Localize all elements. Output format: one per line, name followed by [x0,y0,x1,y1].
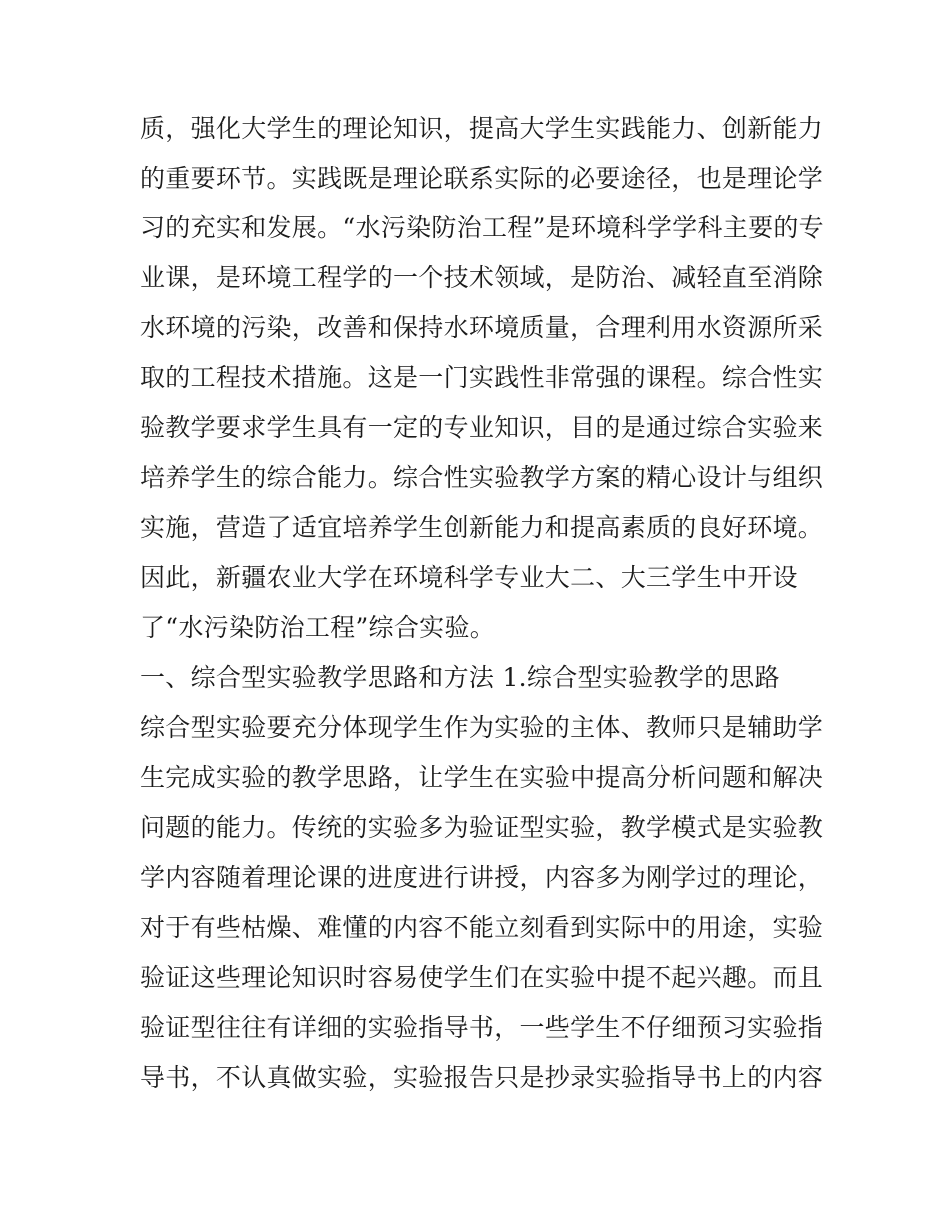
text-line-7: 验教学要求学生具有一定的专业知识，目的是通过综合实验来 [140,413,824,442]
text-line-1: 质，强化大学生的理论知识，提高大学生实践能力、创新能力 [140,114,824,143]
text-line-9: 实施，营造了适宜培养学生创新能力和提高素质的良好环境。 [140,513,824,542]
text-line-4: 业课，是环境工程学的一个技术领域，是防治、减轻直至消除 [140,263,824,292]
text-line-5: 水环境的污染，改善和保持水环境质量，合理利用水资源所采 [140,313,824,342]
text-line-8: 培养学生的综合能力。综合性实验教学方案的精心设计与组织 [140,463,824,492]
text-line-2: 的重要环节。实践既是理论联系实际的必要途径，也是理论学 [140,164,824,193]
text-line-20: 导书，不认真做实验，实验报告只是抄录实验指导书上的内容 [140,1063,824,1092]
text-line-17: 对于有些枯燥、难懂的内容不能立刻看到实际中的用途，实验 [140,913,824,942]
text-line-13: 综合型实验要充分体现学生作为实验的主体、教师只是辅助学 [140,713,824,742]
text-line-10: 因此，新疆农业大学在环境科学专业大二、大三学生中开设 [140,563,798,592]
text-line-11: 了“水污染防治工程”综合实验。 [140,613,496,642]
text-line-6: 取的工程技术措施。这是一门实践性非常强的课程。综合性实 [140,363,824,392]
text-line-19: 验证型往往有详细的实验指导书，一些学生不仔细预习实验指 [140,1013,824,1042]
text-line-15: 问题的能力。传统的实验多为验证型实验，教学模式是实验教 [140,813,824,842]
text-line-16: 学内容随着理论课的进度进行讲授，内容多为刚学过的理论， [140,863,824,892]
text-line-3: 习的充实和发展。“水污染防治工程”是环境科学学科主要的专 [140,213,824,242]
section-heading: 一、综合型实验教学思路和方法 1.综合型实验教学的思路 [140,663,780,692]
text-line-14: 生完成实验的教学思路，让学生在实验中提高分析问题和解决 [140,763,824,792]
text-line-18: 验证这些理论知识时容易使学生们在实验中提不起兴趣。而且 [140,963,824,992]
